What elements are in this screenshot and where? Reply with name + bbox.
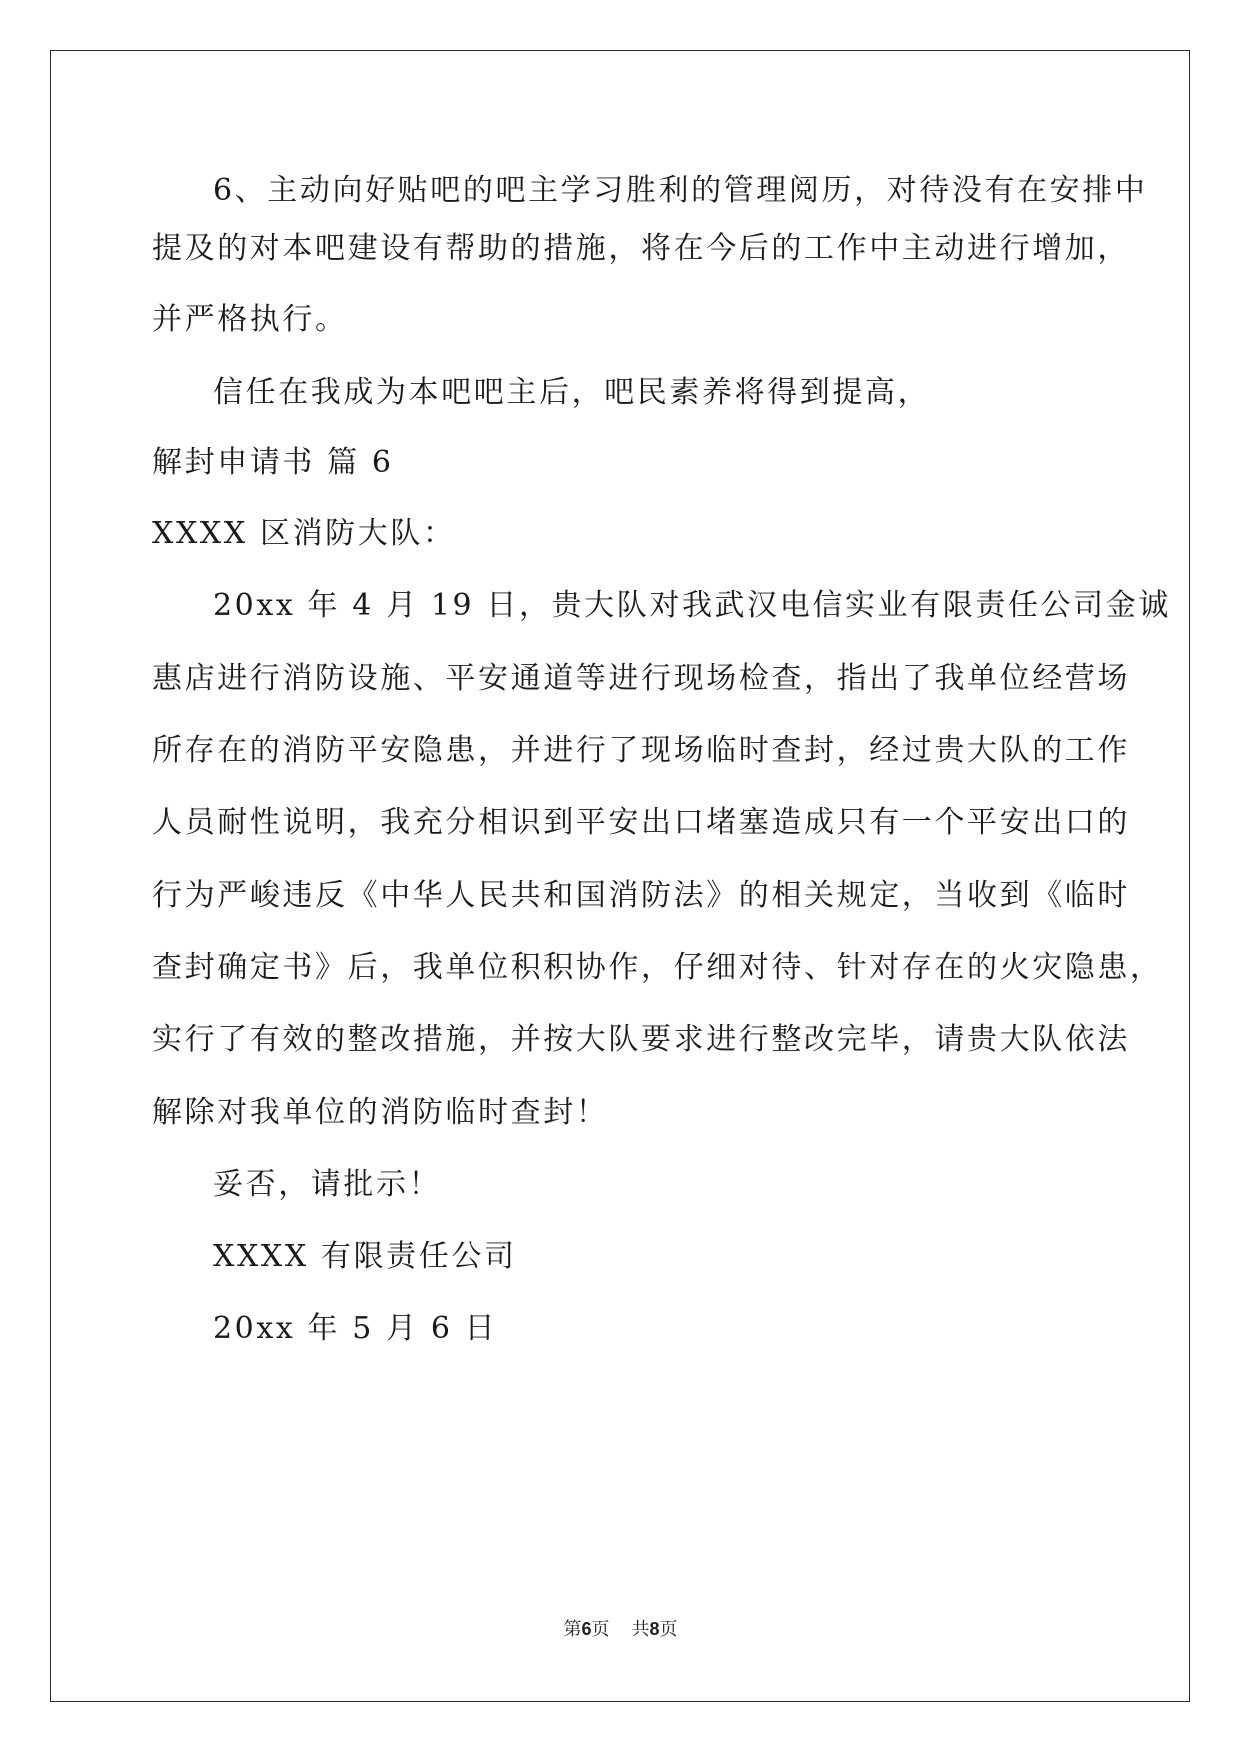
section-heading: 解封申请书 篇 6 xyxy=(152,445,394,480)
paragraph-line: 查封确定书》后，我单位积积协作，仔细对待、针对存在的火灾隐患， xyxy=(152,950,1163,985)
paragraph-line: 并严格执行。 xyxy=(152,302,348,337)
total-prefix: 共 xyxy=(631,1619,650,1639)
paragraph-line: 人员耐性说明，我充分相识到平安出口堵塞造成只有一个平安出口的 xyxy=(152,805,1130,840)
paragraph-line: 信任在我成为本吧吧主后，吧民素养将得到提高， xyxy=(213,375,931,410)
page-suffix: 页 xyxy=(591,1619,610,1639)
closing-remark: 妥否，请批示！ xyxy=(213,1167,442,1202)
signature-date: 20xx 年 5 月 6 日 xyxy=(213,1311,498,1346)
page-current: 6 xyxy=(581,1619,592,1639)
signature-company: XXXX 有限责任公司 xyxy=(213,1239,517,1274)
paragraph-line: 实行了有效的整改措施，并按大队要求进行整改完毕，请贵大队依法 xyxy=(152,1022,1130,1057)
paragraph-line: 提及的对本吧建设有帮助的措施，将在今后的工作中主动进行增加， xyxy=(152,231,1130,266)
paragraph-line: 惠店进行消防设施、平安通道等进行现场检查，指出了我单位经营场 xyxy=(152,661,1130,696)
salutation: XXXX 区消防大队： xyxy=(152,516,456,551)
paragraph-line: 20xx 年 4 月 19 日，贵大队对我武汉电信实业有限责任公司金诚 xyxy=(213,588,1171,623)
page-footer xyxy=(0,1617,1241,1641)
page-total: 8 xyxy=(649,1619,660,1639)
total-suffix: 页 xyxy=(659,1619,678,1639)
paragraph-line: 行为严峻违反《中华人民共和国消防法》的相关规定，当收到《临时 xyxy=(152,878,1130,913)
paragraph-line: 6、主动向好贴吧的吧主学习胜利的管理阅历，对待没有在安排中 xyxy=(213,173,1148,208)
page-prefix: 第 xyxy=(563,1619,582,1639)
paragraph-line: 所存在的消防平安隐患，并进行了现场临时查封，经过贵大队的工作 xyxy=(152,733,1130,768)
paragraph-line: 解除对我单位的消防临时查封！ xyxy=(152,1095,609,1130)
